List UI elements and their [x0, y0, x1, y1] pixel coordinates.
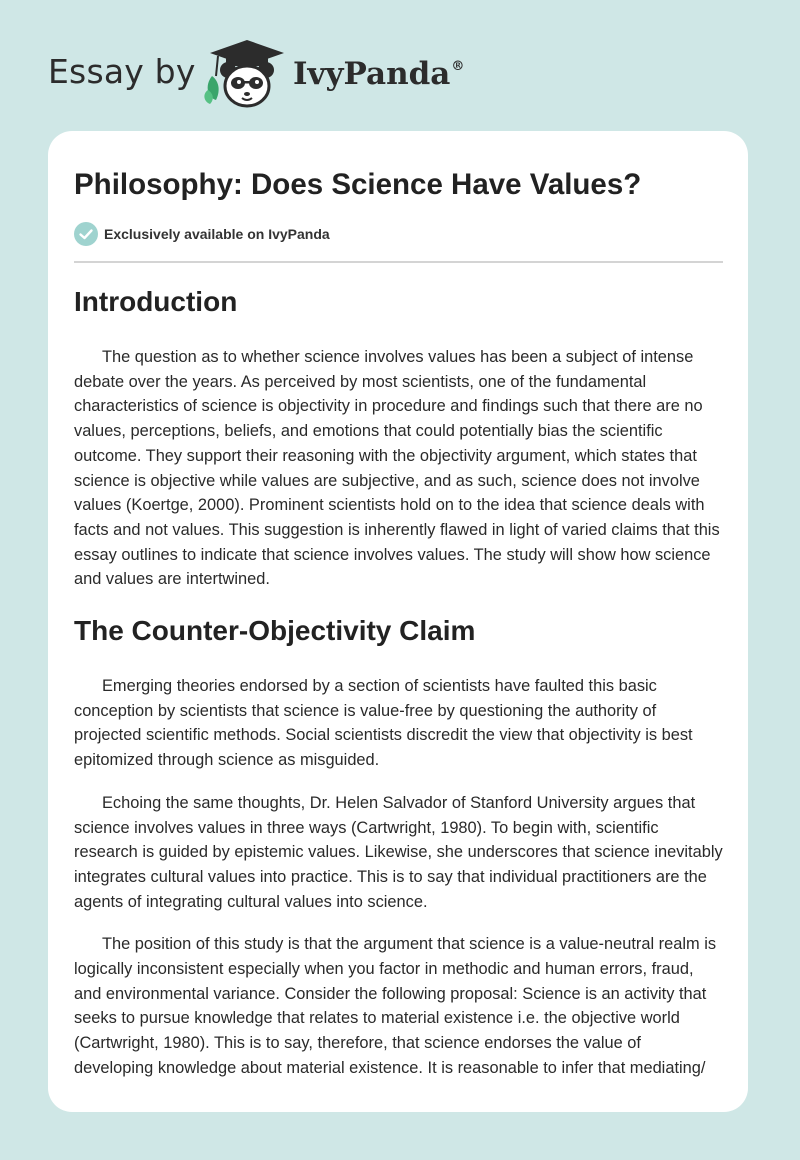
paragraph: The position of this study is that the argument that science is a value-neutral realm is logically inconsistent especially when you factor in methodic and human errors, fraud, and environmental variance. Consider the following proposal: Science is an activity that seeks to pursue knowledge that relates to material existence i.e. the objective world (Cartwright, 1980). This is to say, therefore, that science endorses the value of developing knowledge about material existence. It is reasonable to infer that mediating/	[74, 935, 717, 1077]
exclusive-label: Exclusively available on IvyPanda	[104, 226, 330, 242]
brand-name[interactable]: IvyPanda®	[293, 56, 465, 92]
divider	[74, 261, 723, 263]
article-card	[48, 131, 748, 1112]
page-title: Philosophy: Does Science Have Values?	[74, 168, 642, 201]
article-body	[74, 281, 723, 1099]
site-header	[48, 34, 508, 110]
section-heading-introduction: Introduction	[74, 286, 238, 317]
paragraph: Echoing the same thoughts, Dr. Helen Salvador of Stanford University argues that science involves values in three ways (Cartwright, 1980). To begin with, scientific research is guided by epistemic values. Likewise, she underscores that science inevitably integrates cultural values into practice. This is to say that individual practitioners are the agents of integrating cultural values into science.	[74, 793, 723, 911]
check-circle-icon	[74, 222, 98, 246]
paragraph: Emerging theories endorsed by a section of scientists have faulted this basic conception by scientists that science is value-free by questioning the authority of projected scientific methods. Social scientists discredit the view that objectivity is best epitomized through science as misguided.	[74, 677, 693, 770]
section-heading-counter-objectivity: The Counter-Objectivity Claim	[74, 615, 476, 647]
paragraph: The question as to whether science involves values has been a subject of intense debate over the years. As perceived by most scientists, one of the fundamental characteristics of science is objectivity in procedure and findings such that there are no values, perceptions, beliefs, and emotions that could potentially bias the scientific outcome. They support their reasoning with the objectivity argument, which states that science is objective while values are subjective, and as such, science does not involve values (Koertge, 2000). Prominent scientists hold on to the idea that science deals with facts and not values. This suggestion is inherently flawed in light of varied claims that this essay outlines to indicate that science involves values. The study will show how science and values are intertwined.	[74, 348, 720, 589]
exclusive-badge	[74, 221, 330, 247]
essay-by-label: Essay by	[48, 52, 196, 91]
panda-graduate-icon[interactable]	[202, 36, 292, 112]
